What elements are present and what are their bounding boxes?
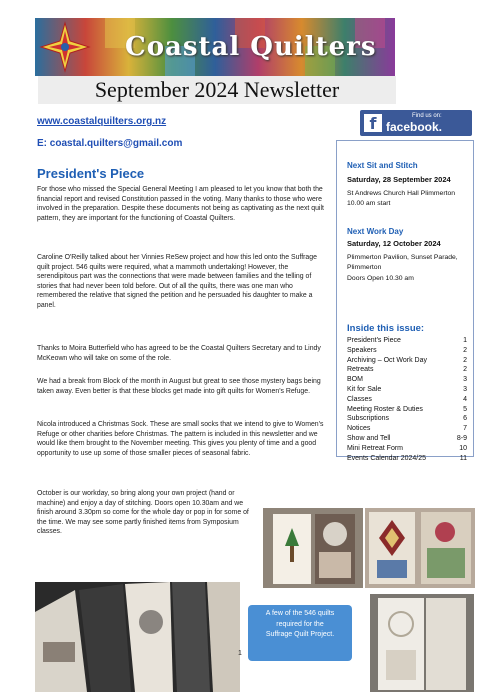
toc-page: 3 [463,376,467,384]
quilt-photo-patchwork [365,508,475,588]
toc-row [347,386,467,396]
banner-title: Coastal Quilters [125,32,377,62]
toc-row [347,376,467,386]
quilt-photo-tree [263,508,363,588]
toc-page: 2 [463,356,467,364]
toc-label: Subscriptions [347,415,390,423]
toc-label: Mini Retreat Form [347,444,404,452]
toc-row [347,415,467,425]
table-of-contents [347,337,467,464]
facebook-icon: f [364,114,382,132]
quilt-photo-row [35,582,240,692]
photo-caption [248,605,352,661]
next-work-time: Doors Open 10.30 am [347,275,414,282]
article-paragraph: For those who missed the Special General Meeting I am pleased to let you know that both the financial report and revised Constitution passed in the voting. Many thanks to those who were involved in the preparation. Despite these documents not being as captivating as the next quilt pattern, they are important for the functioning of Coastal Quilters. [37,186,324,222]
toc-page: 3 [463,385,467,393]
toc-row [347,406,467,416]
article-title: President's Piece [37,166,145,181]
next-sit-date: Saturday, 28 September 2024 [347,175,451,184]
toc-row [347,425,467,435]
article-paragraph: October is our workday, so bring along your own project (hand or machine) and enjoy a day of stitching. Doors open 10.30am and we finish around 3.30pm so come for the whole day or pop in for some of the time. We may see some partly finished items from Symposium classes. [37,490,249,536]
article-paragraph: Caroline O'Reilly talked about her Vinnies ReSew project and how this led onto the Suffrage quilt project. 546 quilts were required, what a mammoth undertaking! However, the serendipitous part was the connections that were made between families and the telling of stories that had never been told before. Out of all the quilts, there was one man who remembered the relative that signed the petition and he persuaded his daughter to make a panel. [37,254,317,309]
next-sit-time: 10.00 am start [347,200,391,207]
toc-row [347,435,467,445]
toc-label: Retreats [347,366,374,374]
next-work-date: Saturday, 12 October 2024 [347,239,441,248]
quilt-photo-white [370,594,474,692]
website-link[interactable]: www.coastalquilters.org.nz [37,116,167,127]
toc-label: Meeting Roster & Duties [347,405,423,413]
sidebar-box [336,140,474,462]
toc-label: BOM [347,376,363,384]
article-paragraph: We had a break from Block of the month in August but great to see those mystery bags being taken away. Even better is that these blocks get made into gift quilts for Women's Refuge. [37,378,321,395]
header-banner [35,18,395,76]
toc-row [347,366,467,376]
toc-row [347,357,467,367]
caption-line: A few of the 546 quilts [265,610,335,617]
toc-label: Speakers [347,346,377,354]
page-number: 1 [238,650,242,657]
toc-page: 5 [463,405,467,413]
toc-page: 4 [463,395,467,403]
inside-issue-title: Inside this issue: [347,323,425,334]
toc-page: 6 [463,415,467,423]
facebook-badge[interactable] [360,110,472,136]
facebook-label: facebook. [386,120,443,134]
next-sit-title: Next Sit and Stitch [347,161,418,170]
next-work-place: Plimmerton Pavilion, Sunset Parade, Plimmerton [347,254,458,271]
toc-page: 8-9 [456,434,467,442]
quilt-star-logo [39,21,91,73]
toc-row [347,347,467,357]
toc-label: Kit for Sale [347,385,382,393]
toc-page: 2 [463,366,467,374]
toc-row [347,445,467,455]
toc-page: 1 [463,337,467,344]
caption-line: Suffrage Quilt Project. [265,631,335,638]
article-paragraph: Nicola introduced a Christmas Sock. These are small socks that we intend to give to Women's Refuge or other charities before Christmas. The pattern is included in this newsletter and we would like them brought to the November meeting. This gives you plenty of time and a good opportunity to use up some of those smaller pieces of seasonal fabric. [37,421,324,457]
toc-label: Events Calendar 2024/25 [347,454,426,462]
toc-label: Notices [347,425,371,433]
newsletter-title: September 2024 Newsletter [38,76,396,104]
next-work-title: Next Work Day [347,227,404,236]
toc-label: Archiving – Oct Work Day [347,356,428,364]
toc-page: 11 [459,454,467,462]
email-link[interactable]: E: coastal.quilters@gmail.com [37,138,183,149]
article-paragraph: Thanks to Moira Butterfield who has agreed to be the Coastal Quilters Secretary and to Lindy McKeown who will take on some of the role. [37,345,321,362]
facebook-find-text: Find us on: [412,113,442,119]
caption-line: required for the [276,620,324,628]
toc-page: 10 [459,444,467,452]
next-sit-place: St Andrews Church Hall Plimmerton [347,190,456,197]
toc-label: Classes [347,395,372,403]
toc-page: 2 [463,346,467,354]
toc-row [347,455,467,465]
toc-row [347,396,467,406]
toc-page: 7 [463,425,467,433]
toc-label: Show and Tell [347,434,391,442]
toc-label: President's Piece [347,337,401,344]
toc-row [347,337,467,347]
